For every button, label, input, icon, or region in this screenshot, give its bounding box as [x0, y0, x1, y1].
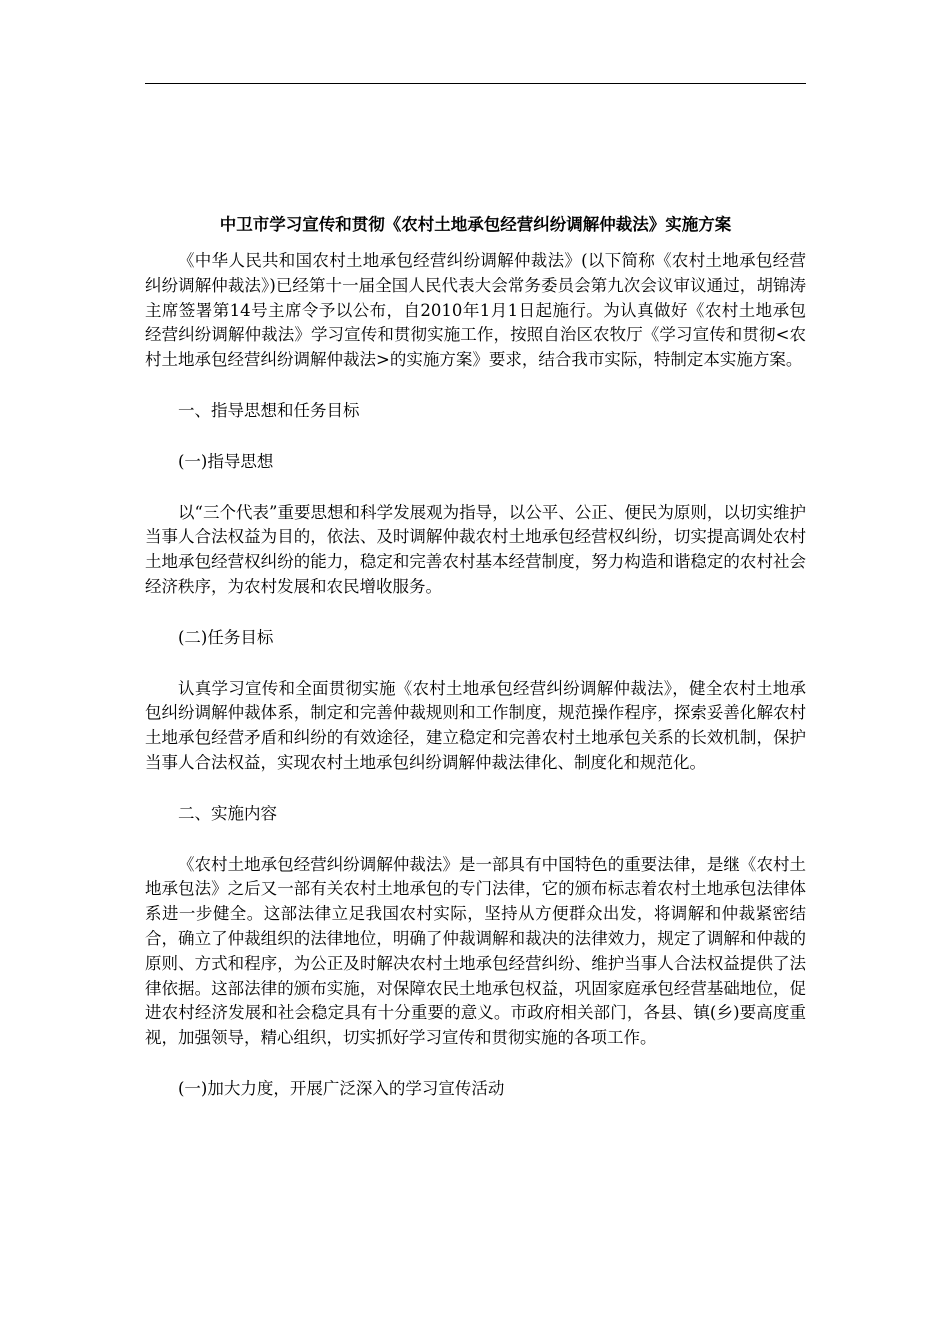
subsection-heading-1-1: (一)指导思想: [178, 451, 274, 471]
header-rule: [145, 83, 806, 84]
paragraph-task-goals: 认真学习宣传和全面贯彻实施《农村土地承包经营纠纷调解仲裁法》，健全农村土地承包纠纷调解仲裁体系，制定和完善仲裁规则和工作制度，规范操作程序，探索妥善化解农村土地承包经营矛盾和纠纷的有效途径，建立稳定和完善农村土地承包关系的长效机制，保护当事人合法权益，实现农村土地承包纠纷调解仲裁法律化、制度化和规范化。: [145, 678, 806, 772]
section-heading-1: 一、指导思想和任务目标: [178, 400, 360, 420]
subsection-heading-1-2: (二)任务目标: [178, 627, 274, 647]
paragraph-implementation: 《农村土地承包经营纠纷调解仲裁法》是一部具有中国特色的重要法律，是继《农村土地承包法》之后又一部有关农村土地承包的专门法律，它的颁布标志着农村土地承包法律体系进一步健全。这部法律立足我国农村实际，坚持从方便群众出发，将调解和仲裁紧密结合，确立了仲裁组织的法律地位，明确了仲裁调解和裁决的法律效力，规定了调解和仲裁的原则、方式和程序，为公正及时解决农村土地承包经营纠纷、维护当事人合法权益提供了法律依据。这部法律的颁布实施，对保障农民土地承包权益，巩固家庭承包经营基础地位，促进农村经济发展和社会稳定具有十分重要的意义。市政府相关部门，各县、镇(乡)要高度重视，加强领导，精心组织，切实抓好学习宣传和贯彻实施的各项工作。: [145, 854, 806, 1048]
section-heading-2: 二、实施内容: [178, 803, 277, 823]
document-title: 中卫市学习宣传和贯彻《农村土地承包经营纠纷调解仲裁法》实施方案: [219, 215, 732, 234]
subsection-heading-2-1: (一)加大力度，开展广泛深入的学习宣传活动: [178, 1078, 505, 1098]
document-body: [145, 214, 806, 1128]
paragraph-guiding-ideology: 以“三个代表”重要思想和科学发展观为指导，以公平、公正、便民为原则，以切实维护当事人合法权益为目的，依法、及时调解仲裁农村土地承包经营权纠纷，切实提高调处农村土地承包经营权纠纷的能力，稳定和完善农村基本经营制度，努力构造和谐稳定的农村社会经济秩序，为农村发展和农民增收服务。: [145, 502, 806, 596]
paragraph-intro: 《中华人民共和国农村土地承包经营纠纷调解仲裁法》(以下简称《农村土地承包经营纠纷调解仲裁法》)已经第十一届全国人民代表大会常务委员会第九次会议审议通过，胡锦涛主席签署第14号主席令予以公布，自2010年1月1日起施行。为认真做好《农村土地承包经营纠纷调解仲裁法》学习宣传和贯彻实施工作，按照自治区农牧厅《学习宣传和贯彻<农村土地承包经营纠纷调解仲裁法>的实施方案》要求，结合我市实际，特制定本实施方案。: [145, 251, 806, 370]
